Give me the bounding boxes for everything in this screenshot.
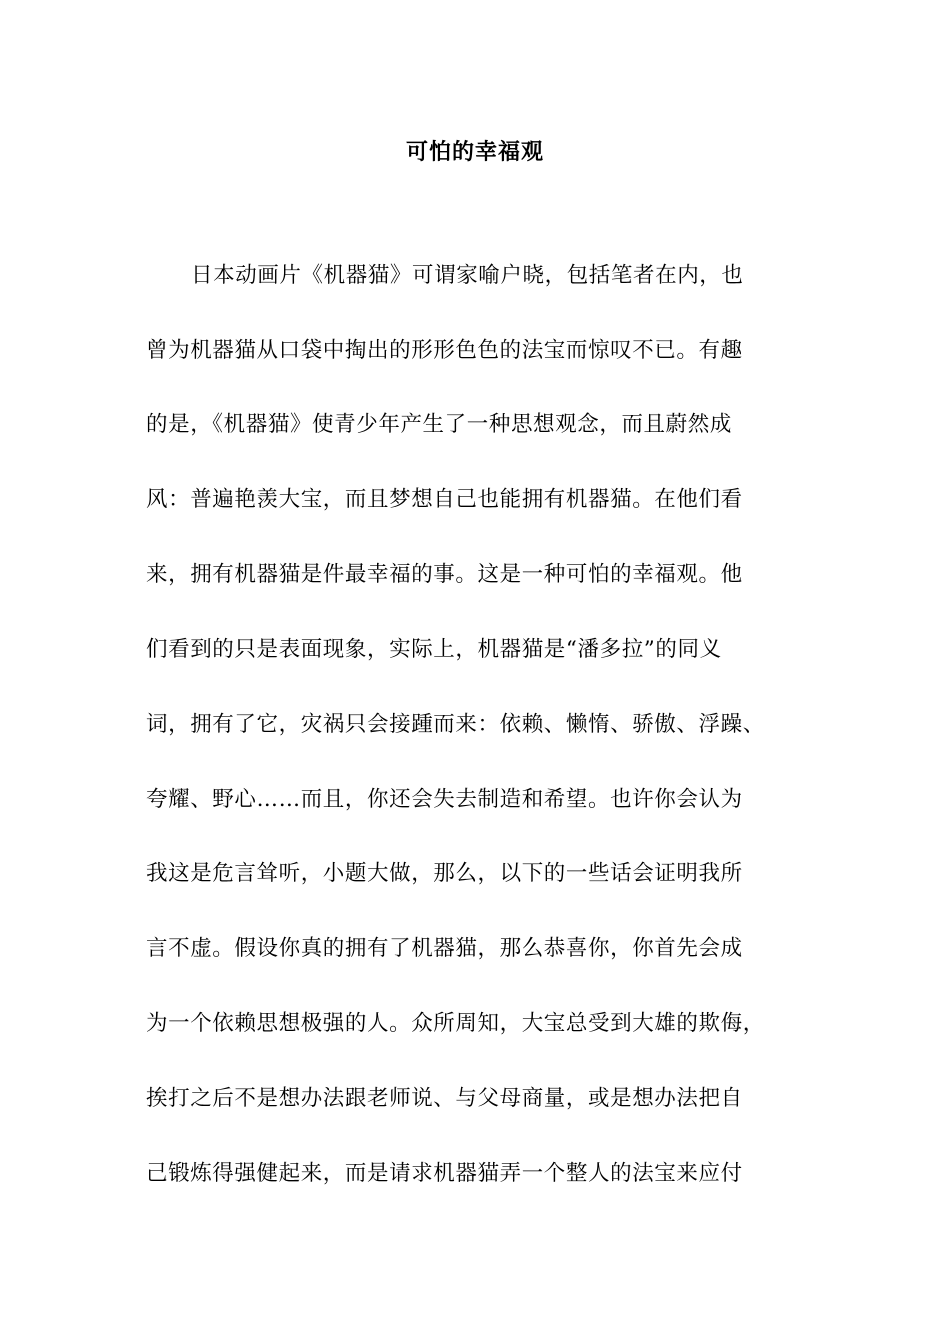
paragraph-line-7: 词，拥有了它，灾祸只会接踵而来：依赖、懒惰、骄傲、浮躁、 [146, 712, 765, 737]
document-title: 可怕的幸福观 [405, 139, 544, 165]
paragraph-line-1: 日本动画片《机器猫》可谓家喻户晓，包括笔者在内，也 [191, 263, 744, 288]
paragraph-line-5: 来，拥有机器猫是件最幸福的事。这是一种可怕的幸福观。他 [146, 562, 743, 587]
paragraph-line-6: 们看到的只是表面现象，实际上，机器猫是“潘多拉”的同义 [146, 637, 722, 662]
paragraph-line-10: 言不虚。假设你真的拥有了机器猫，那么恭喜你，你首先会成 [146, 936, 743, 961]
paragraph-line-4: 风：普遍艳羡大宝，而且梦想自己也能拥有机器猫。在他们看 [146, 487, 743, 512]
paragraph-line-8: 夸耀、野心……而且，你还会失去制造和希望。也许你会认为 [146, 787, 743, 812]
paragraph-line-12: 挨打之后不是想办法跟老师说、与父母商量，或是想办法把自 [146, 1086, 743, 1111]
paragraph-line-3: 的是，《机器猫》使青少年产生了一种思想观念，而且蔚然成 [146, 412, 732, 437]
paragraph-line-2: 曾为机器猫从口袋中掏出的形形色色的法宝而惊叹不已。有趣 [146, 338, 743, 363]
paragraph-line-13: 己锻炼得强健起来，而是请求机器猫弄一个整人的法宝来应付 [146, 1161, 743, 1186]
paragraph-line-11: 为一个依赖思想极强的人。众所周知，大宝总受到大雄的欺侮， [146, 1011, 765, 1036]
paragraph-line-9: 我这是危言耸听，小题大做，那么，以下的一些话会证明我所 [146, 861, 743, 886]
